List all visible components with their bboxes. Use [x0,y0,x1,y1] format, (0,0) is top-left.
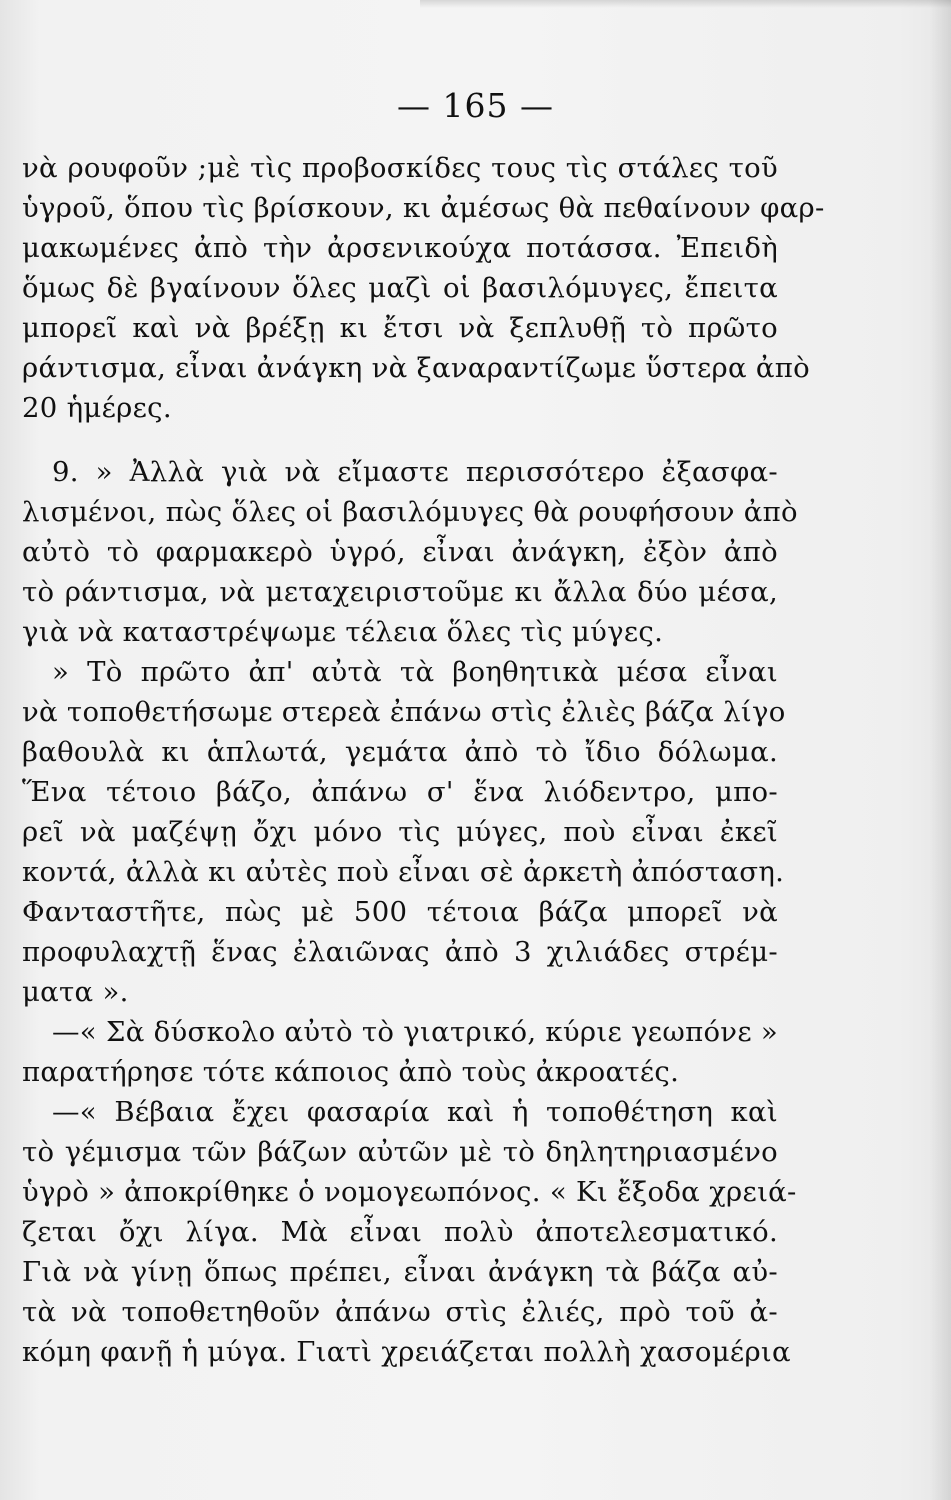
text-line: —« Βέβαια ἔχει φασαρία καὶ ἡ τοποθέτηση καὶ [52,1096,778,1128]
text-line: νὰ τοποθετήσωμε στερεὰ ἐπάνω στὶς ἐλιὲς βάζα λίγο [22,696,786,728]
text-line: ρεῖ νὰ μαζέψῃ ὄχι μόνο τὶς μύγες, ποὺ εἶναι ἐκεῖ [22,816,778,848]
text-line: προφυλαχτῇ ἕνας ἐλαιῶνας ἀπὸ 3 χιλιάδες στρέμ- [22,936,778,968]
body-text [22,148,825,1372]
text-line: νὰ ρουφοῦν ;μὲ τὶς προβοσκίδες τους τὶς στάλες τοῦ [22,152,778,184]
text-line: κόμη φανῇ ἡ μύγα. Γιατὶ χρειάζεται πολλὴ χασομέρια [22,1336,791,1368]
text-line: ὑγρὸ » ἀποκρίθηκε ὁ νομογεωπόνος. « Κι ἔξοδα χρειά- [22,1176,797,1208]
text-line: ζεται ὄχι λίγα. Μὰ εἶναι πολὺ ἀποτελεσματικό. [22,1216,778,1248]
text-line: μπορεῖ καὶ νὰ βρέξῃ κι ἔτσι νὰ ξεπλυθῇ τὸ πρῶτο [22,312,778,344]
text-line: ράντισμα, εἶναι ἀνάγκη νὰ ξαναραντίζωμε ὕστερα ἀπὸ [22,352,810,384]
text-line: » Τὸ πρῶτο ἀπ' αὐτὰ τὰ βοηθητικὰ μέσα εἶναι [52,656,778,688]
text-line: παρατήρησε τότε κάποιος ἀπὸ τοὺς ἀκροατές. [22,1056,680,1088]
text-line: τὰ νὰ τοποθετηθοῦν ἀπάνω στὶς ἐλιές, πρὸ τοῦ ἀ- [22,1296,778,1328]
text-line: Γιὰ νὰ γίνῃ ὅπως πρέπει, εἶναι ἀνάγκη τὰ βάζα αὐ- [22,1256,778,1288]
text-line: —« Σὰ δύσκολο αὐτὸ τὸ γιατρικό, κύριε γεωπόνε » [52,1016,779,1048]
text-line: 9. » Ἀλλὰ γιὰ νὰ εἴμαστε περισσότερο ἐξασφα- [52,456,778,488]
text-line: 20 ἡμέρες. [22,392,172,424]
text-line: ὑγροῦ, ὅπου τὶς βρίσκουν, κι ἀμέσως θὰ πεθαίνουν φαρ- [22,192,825,224]
paragraph-gap [22,428,778,452]
page-edge-shadow [929,0,951,1500]
text-line: βαθουλὰ κι ἁπλωτά, γεμάτα ἀπὸ τὸ ἴδιο δόλωμα. [22,736,778,768]
text-line: μακωμένες ἀπὸ τὴν ἀρσενικούχα ποτάσσα. Ἐπειδὴ [22,232,778,264]
text-line: λισμένοι, πὼς ὅλες οἱ βασιλόμυγες θὰ ρουφήσουν ἀπὸ [22,496,798,528]
page-number: — 165 — [397,86,554,125]
text-line: αὐτὸ τὸ φαρμακερὸ ὑγρό, εἶναι ἀνάγκη, ἐξὸν ἀπὸ [22,536,778,568]
text-line: τὸ γέμισμα τῶν βάζων αὐτῶν μὲ τὸ δηλητηριασμένο [22,1136,778,1168]
text-line: κοντά, ἀλλὰ κι αὐτὲς ποὺ εἶναι σὲ ἀρκετὴ ἀπόσταση. [22,856,785,888]
text-line: ματα ». [22,976,129,1008]
text-line: Ἕνα τέτοιο βάζο, ἀπάνω σ' ἕνα λιόδεντρο, μπο- [22,776,778,808]
page-top-edge-shadow [420,0,951,8]
text-line: ὅμως δὲ βγαίνουν ὅλες μαζὶ οἱ βασιλόμυγες, ἔπειτα [22,272,778,304]
text-line: γιὰ νὰ καταστρέψωμε τέλεια ὅλες τὶς μύγες. [22,616,664,648]
text-line: τὸ ράντισμα, νὰ μεταχειριστοῦμε κι ἄλλα δύο μέσα, [22,576,778,608]
text-line: Φανταστῆτε, πὼς μὲ 500 τέτοια βάζα μπορεῖ νὰ [22,896,778,928]
